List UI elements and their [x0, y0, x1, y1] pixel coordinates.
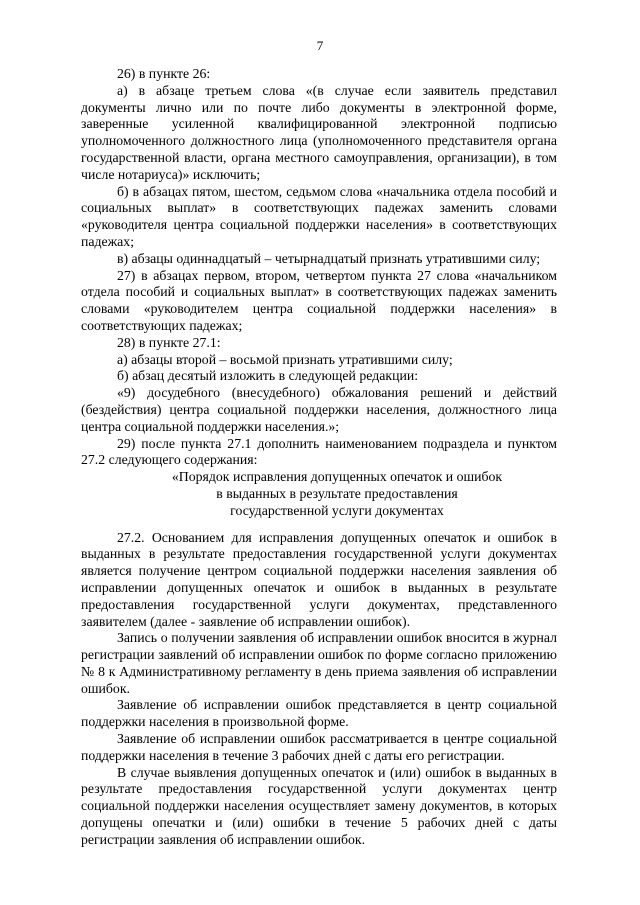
paragraph-review-period: Заявление об исправлении ошибок рассматривается в центре социальной поддержки населения в течение 3 рабочих дней с даты его регистрации. [81, 731, 557, 763]
paragraph-replacement: В случае выявления допущенных опечаток и (или) ошибок в выданных в результате предоставления государственной услуги документах центр социальной поддержки населения осуществляет замену документов, в которых допущены опечатки и (или) ошибки в течение 5 рабочих дней с даты регистрации заявления об исправлении ошибок. [81, 764, 557, 847]
paragraph-item-28: 28) в пункте 27.1: [117, 334, 221, 350]
subsection-heading: «Порядок исправления допущенных опечаток и ошибок в выданных в результате предоставления государственной услуги документах [171, 469, 503, 518]
paragraph-journal: Запись о получении заявления об исправлении ошибок вносится в журнал регистрации заявлений об исправлении ошибок по форме согласно приложению № 8 к Административному регламенту в день приема заявления об исправлении ошибок. [81, 630, 557, 696]
paragraph-26b: б) в абзацах пятом, шестом, седьмом слова «начальника отдела пособий и социальных выплат» в соответствующих падежах заменить словами «руководителя центра социальной поддержки населения» в соответствующих падежах; [81, 183, 557, 249]
paragraph-item-26: 26) в пункте 26: [117, 66, 211, 81]
paragraph-item-29: 29) после пункта 27.1 дополнить наименованием подраздела и пунктом 27.2 следующего содержания: [81, 435, 557, 468]
heading-spacer [81, 520, 557, 530]
page-number: 7 [316, 38, 324, 53]
paragraph-26v: в) абзацы одиннадцатый – четырнадцатый признать утратившими силу; [117, 250, 541, 266]
paragraph-28b-text: «9) досудебного (внесудебного) обжалования решений и действий (бездействия) центра социальной поддержки населения, должностного лица центра социальной поддержки населения.»; [81, 385, 557, 434]
paragraph-28a: а) абзацы второй – восьмой признать утратившими силу; [117, 351, 453, 367]
document-body [81, 66, 557, 849]
paragraph-28b: б) абзац десятый изложить в следующей редакции: [117, 368, 419, 384]
paragraph-26a: а) в абзаце третьем слова «(в случае если заявитель представил документы лично или по почте либо документы в электронной форме, заверенные усиленной квалифицированной электронной подписью уполномоченного должностного лица (уполномоченного представителя органа государственной власти, органа местного самоуправления, организации), в том числе нотариуса)» исключить; [81, 82, 557, 182]
paragraph-free-form: Заявление об исправлении ошибок представляется в центр социальной поддержки населения в произвольной форме. [81, 697, 557, 730]
paragraph-27-2: 27.2. Основанием для исправления допущенных опечаток и ошибок в выданных в результате предоставления государственной услуги документах является получение центром социальной поддержки населения заявления об исправлении допущенных опечаток и ошибок в выданных в результате предоставления государственной услуги документах, представленного заявителем (далее - заявление об исправлении ошибок). [81, 529, 557, 629]
paragraph-item-27: 27) в абзацах первом, втором, четвертом пункта 27 слова «начальником отдела пособий и социальных выплат» в соответствующих падежах заменить словами «руководителем центра социальной поддержки населения» в соответствующих падежах; [81, 267, 557, 333]
